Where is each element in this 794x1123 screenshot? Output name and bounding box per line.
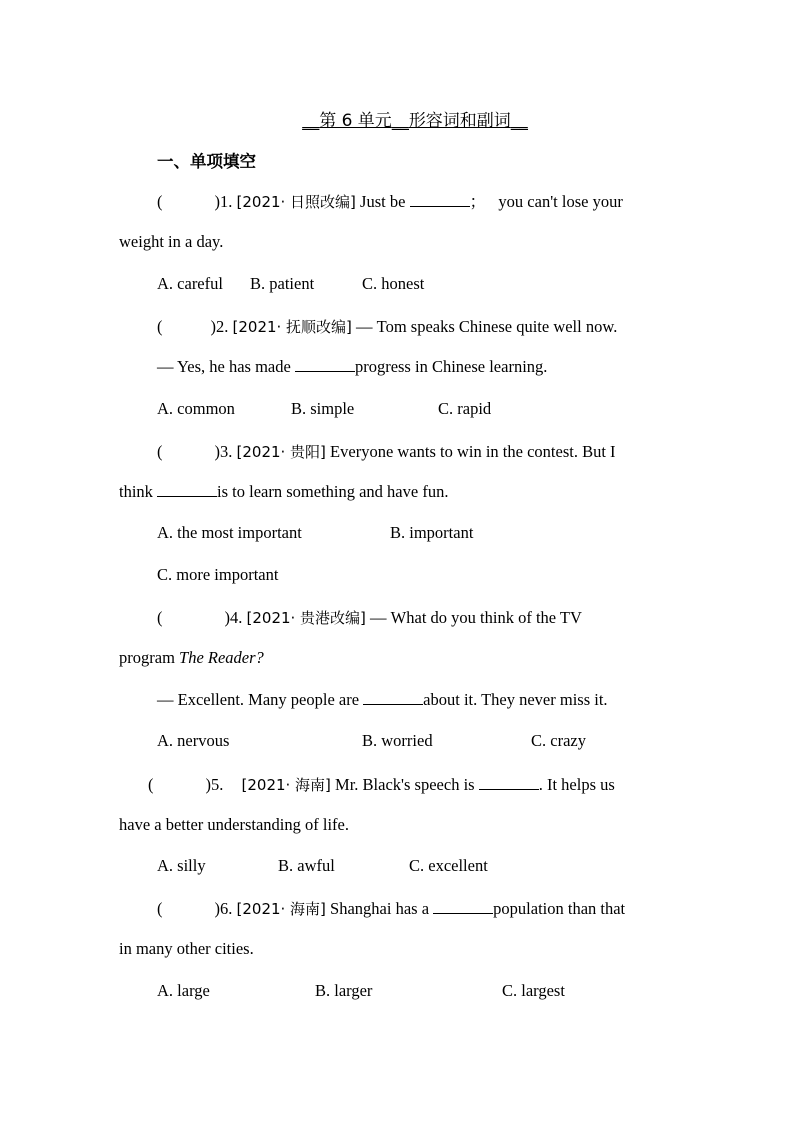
- q4-option-a: A. nervous: [157, 731, 230, 750]
- question-3-line2: think is to learn something and have fun.: [119, 482, 449, 501]
- q3-option-a: A. the most important: [157, 523, 302, 542]
- question-5: ( )5. [2021· 海南] Mr. Black's speech is . It helps us: [148, 775, 615, 794]
- q3-option-c: C. more important: [157, 565, 279, 584]
- q5-option-a: A. silly: [157, 856, 206, 875]
- q4-option-b: B. worried: [362, 731, 433, 750]
- q5-option-c: C. excellent: [409, 856, 488, 875]
- q6-option-c: C. largest: [502, 981, 565, 1000]
- q2-option-c: C. rapid: [438, 399, 492, 418]
- q2-option-a: A. common: [157, 399, 235, 418]
- question-4-line2: program The Reader?: [119, 648, 264, 667]
- question-2: ( )2. [2021· 抚顺改编] — Tom speaks Chinese quite well now.: [157, 317, 618, 336]
- q6-option-b: B. larger: [315, 981, 373, 1000]
- page-title: __第 6 单元__形容词和副词__: [302, 111, 528, 131]
- answer-blank: [295, 357, 355, 372]
- answer-blank: [363, 690, 423, 705]
- answer-blank: [410, 192, 470, 207]
- question-1: ( )1. [2021· 日照改编] Just be ； you can't lose your: [157, 192, 623, 211]
- question-6: ( )6. [2021· 海南] Shanghai has a population than that: [157, 899, 626, 918]
- q6-option-a: A. large: [157, 981, 210, 1000]
- q1-option-b: B. patient: [250, 274, 315, 293]
- q5-option-b: B. awful: [278, 856, 335, 875]
- question-4-line3: — Excellent. Many people are about it. They never miss it.: [157, 690, 608, 709]
- section-heading: 一、单项填空: [157, 152, 256, 171]
- question-3: ( )3. [2021· 贵阳] Everyone wants to win in the contest. But I: [157, 442, 616, 461]
- question-4: ( )4. [2021· 贵港改编] — What do you think of the TV: [157, 608, 582, 627]
- q4-option-c: C. crazy: [531, 731, 586, 750]
- q2-option-b: B. simple: [291, 399, 355, 418]
- question-1-line2: weight in a day.: [119, 232, 224, 251]
- answer-blank: [157, 482, 217, 497]
- answer-blank: [479, 775, 539, 790]
- question-6-line2: in many other cities.: [119, 939, 254, 958]
- q1-option-a: A. careful: [157, 274, 223, 293]
- answer-blank: [433, 899, 493, 914]
- q1-option-c: C. honest: [362, 274, 425, 293]
- q3-option-b: B. important: [390, 523, 474, 542]
- question-5-line2: have a better understanding of life.: [119, 815, 349, 834]
- question-2-line2: — Yes, he has made progress in Chinese learning.: [157, 357, 548, 376]
